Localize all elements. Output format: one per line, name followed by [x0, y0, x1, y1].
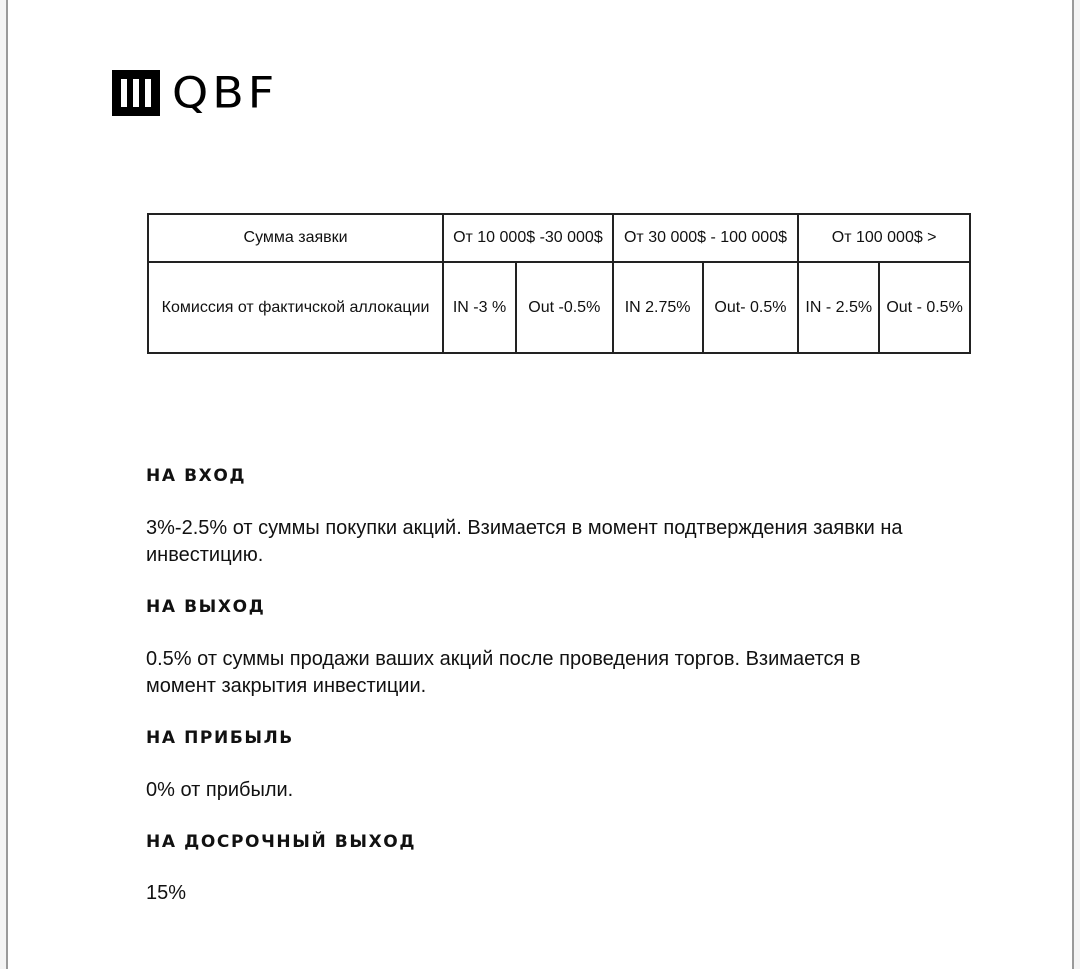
table-cell-tier-3-out: Out - 0.5% [879, 262, 970, 353]
section-text-profit: 0% от прибыли. [146, 779, 294, 801]
section-text-exit: 0.5% от суммы продажи ваших акций после проведения торгов. Взимается в момент закрытия инвестиции. [146, 648, 861, 697]
table-cell-tier-2: От 30 000$ - 100 000$ [613, 214, 799, 262]
three-bars-logo-icon [112, 70, 160, 116]
table-cell-amount-label: Сумма заявки [148, 214, 443, 262]
table-row-commission [148, 262, 970, 353]
page-edge-right [1072, 0, 1080, 969]
table-cell-tier-2-out: Out- 0.5% [703, 262, 799, 353]
table-row-amount [148, 214, 970, 262]
fee-table [147, 213, 971, 354]
section-text-entry: 3%-2.5% от суммы покупки акций. Взимается в момент подтверждения заявки на инвестицию. [146, 517, 903, 566]
section-text-early-exit: 15% [146, 882, 187, 904]
section-heading-profit: НА ПРИБЫЛЬ [146, 728, 294, 748]
table-cell-tier-3-in: IN - 2.5% [798, 262, 879, 353]
table-cell-commission-label: Комиссия от фактичской аллокации [148, 262, 443, 353]
table-cell-tier-1-in: IN -3 % [443, 262, 516, 353]
qbf-logo [112, 70, 278, 116]
table-cell-tier-2-in: IN 2.75% [613, 262, 703, 353]
page-edge-left [0, 0, 8, 969]
logo-text: QBF [172, 68, 279, 118]
section-heading-early-exit: НА ДОСРОЧНЫЙ ВЫХОД [146, 832, 417, 852]
table-cell-tier-3: От 100 000$ > [798, 214, 970, 262]
section-heading-entry: НА ВХОД [146, 466, 247, 486]
table-cell-tier-1: От 10 000$ -30 000$ [443, 214, 613, 262]
section-heading-exit: НА ВЫХОД [146, 597, 266, 617]
table-cell-tier-1-out: Out -0.5% [516, 262, 613, 353]
